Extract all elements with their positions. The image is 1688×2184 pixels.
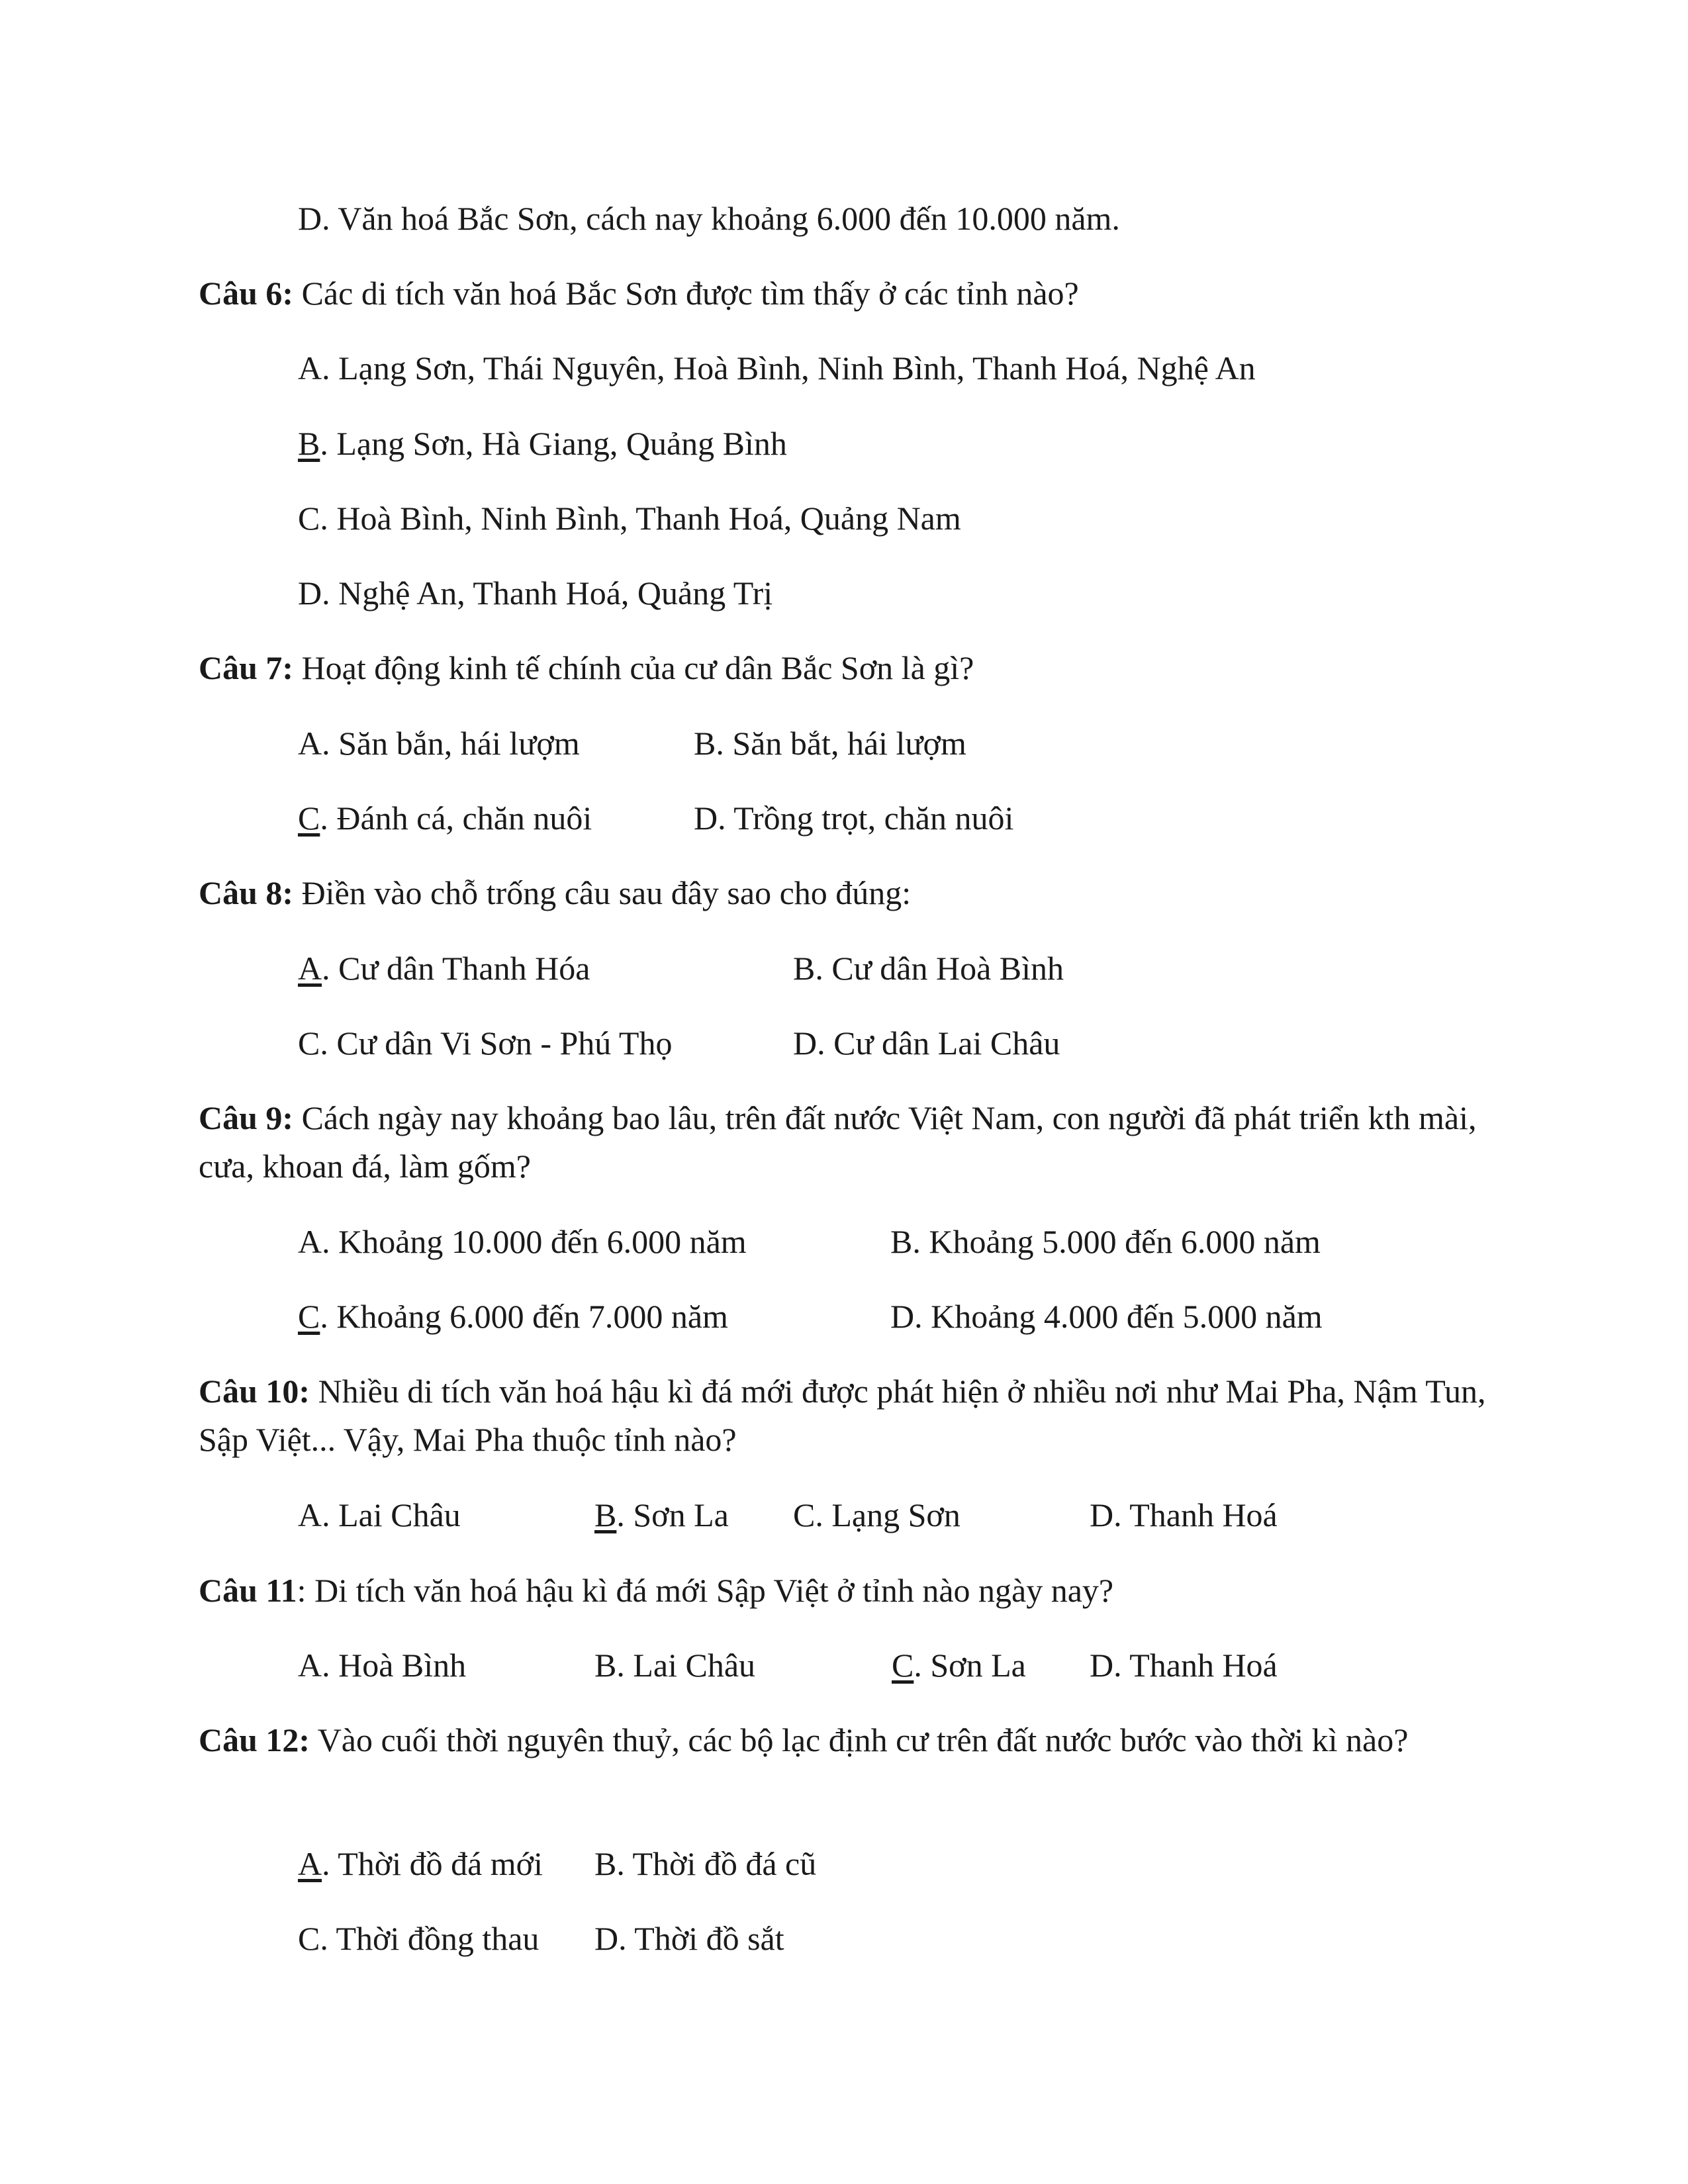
option-letter: C [298, 500, 320, 537]
question-6 [199, 273, 1079, 313]
q6-option-d [298, 573, 773, 613]
question-11 [199, 1570, 1113, 1610]
question-number: Câu 10: [199, 1373, 310, 1410]
option-letter: A [298, 349, 322, 387]
option-letter-marked: B [298, 425, 320, 462]
q12-option-c: C. Thời đồng thau [298, 1920, 539, 1957]
option-text: . Lạng Sơn, Thái Nguyên, Hoà Bình, Ninh Bình, Thanh Hoá, Nghệ An [322, 349, 1256, 387]
question-text: Vào cuối thời nguyên thuỷ, các bộ lạc định cư trên đất nước bước vào thời kì nào? [317, 1721, 1409, 1758]
question-10 [199, 1367, 1496, 1464]
q10-option-a: A. Lai Châu [298, 1496, 461, 1533]
q6-option-c [298, 498, 961, 538]
q8-option-c: C. Cư dân Vi Sơn - Phú Thọ [298, 1024, 673, 1062]
q9-option-a: A. Khoảng 10.000 đến 6.000 năm [298, 1223, 747, 1260]
question-text: Nhiều di tích văn hoá hậu kì đá mới được phát hiện ở nhiều nơi như Mai Pha, Nậm Tun, Sập Việt... Vậy, Mai Pha thuộc tỉnh nào? [199, 1373, 1486, 1458]
question-number: Câu 8: [199, 874, 294, 911]
question-number: Câu 6: [199, 275, 294, 312]
q8-option-a: A. Cư dân Thanh Hóa [298, 950, 590, 987]
q7-option-b: B. Săn bắt, hái lượm [694, 725, 966, 762]
question-7 [199, 648, 974, 688]
question-number: Câu 11 [199, 1572, 297, 1609]
question-text: Cách ngày nay khoảng bao lâu, trên đất nước Việt Nam, con người đã phát triển kth mài, cưa, khoan đá, làm gốm? [199, 1099, 1477, 1185]
q9-option-c: C. Khoảng 6.000 đến 7.000 năm [298, 1298, 728, 1335]
option-letter: D [298, 574, 322, 612]
q12-option-d: D. Thời đồ sắt [594, 1920, 784, 1957]
option-text: . Lạng Sơn, Hà Giang, Quảng Bình [320, 425, 787, 462]
question-12 [199, 1716, 1496, 1764]
q12-option-a: A. Thời đồ đá mới [298, 1845, 543, 1882]
q12-option-b: B. Thời đồ đá cũ [594, 1845, 817, 1882]
q7-option-a: A. Săn bắn, hái lượm [298, 725, 580, 762]
q6-option-a [298, 348, 1256, 388]
q10-option-b: B. Sơn La [594, 1496, 729, 1533]
q8-option-d: D. Cư dân Lai Châu [793, 1024, 1060, 1062]
option-text: . Hoà Bình, Ninh Bình, Thanh Hoá, Quảng Nam [320, 500, 961, 537]
q9-option-d: D. Khoảng 4.000 đến 5.000 năm [890, 1298, 1323, 1335]
q7-option-c: C. Đánh cá, chăn nuôi [298, 799, 592, 837]
q11-option-d: D. Thanh Hoá [1090, 1647, 1278, 1684]
question-text: : Di tích văn hoá hậu kì đá mới Sập Việt ở tỉnh nào ngày nay? [297, 1572, 1114, 1609]
q9-option-b: B. Khoảng 5.000 đến 6.000 năm [890, 1223, 1321, 1260]
q11-option-c: C. Sơn La [892, 1647, 1026, 1684]
question-number: Câu 9: [199, 1099, 294, 1136]
q11-option-a: A. Hoà Bình [298, 1647, 467, 1684]
question-text: Các di tích văn hoá Bắc Sơn được tìm thấy ở các tỉnh nào? [301, 275, 1079, 312]
question-text: Điền vào chỗ trống câu sau đây sao cho đúng: [301, 874, 912, 911]
question-number: Câu 7: [199, 649, 294, 686]
q10-option-d: D. Thanh Hoá [1090, 1496, 1278, 1533]
question-text: Hoạt động kinh tế chính của cư dân Bắc Sơn là gì? [301, 649, 974, 686]
question-9 [199, 1094, 1496, 1191]
q11-option-b: B. Lai Châu [594, 1647, 756, 1684]
q8-option-b: B. Cư dân Hoà Bình [793, 950, 1064, 987]
q7-option-d: D. Trồng trọt, chăn nuôi [694, 799, 1014, 837]
q6-option-b [298, 424, 787, 463]
question-number: Câu 12: [199, 1721, 310, 1758]
question-8 [199, 873, 911, 913]
intro-option-d: D. Văn hoá Bắc Sơn, cách nay khoảng 6.000 đến 10.000 năm. [298, 200, 1120, 237]
option-text: . Nghệ An, Thanh Hoá, Quảng Trị [322, 574, 773, 612]
q10-option-c: C. Lạng Sơn [793, 1496, 961, 1533]
